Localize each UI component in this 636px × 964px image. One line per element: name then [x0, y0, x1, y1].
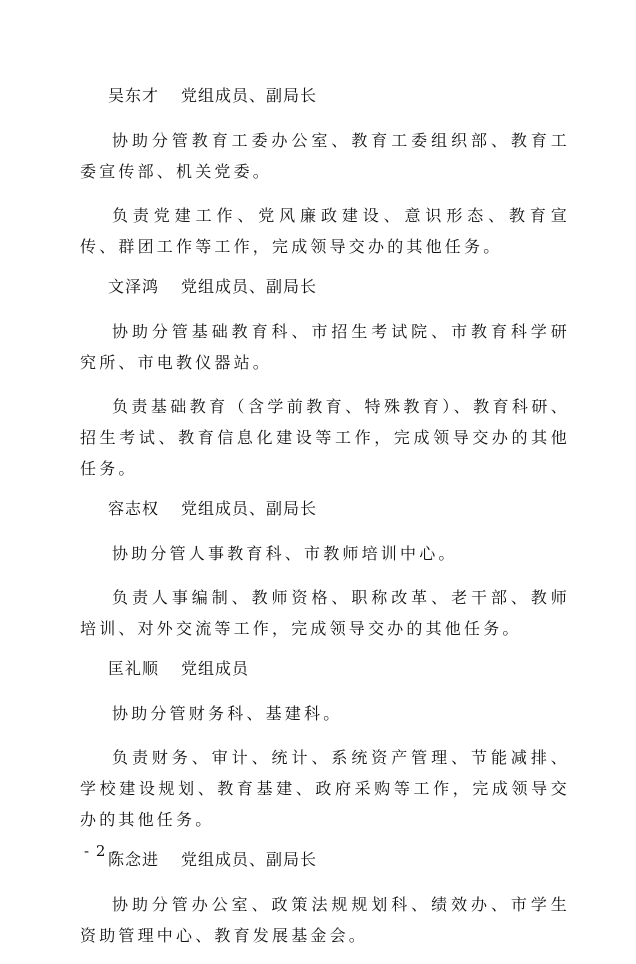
official-entry — [80, 657, 570, 835]
official-entry — [80, 497, 570, 644]
duty-paragraph: 负责人事编制、教师资格、职称改革、老干部、教师培训、对外交流等工作，完成领导交办的其他任务。 — [80, 588, 570, 638]
official-heading — [108, 84, 570, 108]
official-title: 党组成员、副局长 — [181, 850, 318, 869]
official-heading — [108, 497, 570, 521]
duty-paragraph: 负责财务、审计、统计、系统资产管理、节能减排、学校建设规划、教育基建、政府采购等工作，完成领导交办的其他任务。 — [80, 748, 570, 829]
duty-paragraph: 协助分管办公室、政策法规规划科、绩效办、市学生资助管理中心、教育发展基金会。 — [80, 895, 570, 945]
official-title: 党组成员、副局长 — [181, 277, 318, 296]
official-heading — [108, 657, 570, 681]
duty-paragraph: 协助分管人事教育科、市教师培训中心。 — [112, 544, 458, 563]
official-entry — [80, 275, 570, 484]
official-heading — [108, 848, 570, 872]
official-name: 容志权 — [108, 499, 160, 518]
official-name: 陈念进 — [108, 850, 160, 869]
page-number: - 2 - — [84, 842, 119, 860]
duty-paragraph: 负责党建工作、党风廉政建设、意识形态、教育宣传、群团工作等工作，完成领导交办的其他任务。 — [80, 206, 570, 256]
duty-paragraph: 协助分管基础教育科、市招生考试院、市教育科学研究所、市电教仪器站。 — [80, 322, 570, 372]
official-entry — [80, 84, 570, 262]
official-name: 吴东才 — [108, 86, 160, 105]
official-title: 党组成员 — [181, 659, 250, 678]
official-heading — [108, 275, 570, 299]
duty-paragraph: 负责基础教育（含学前教育、特殊教育）、教育科研、招生考试、教育信息化建设等工作，完成领导交办的其他任务。 — [80, 397, 570, 478]
official-name: 匡礼顺 — [108, 659, 160, 678]
official-title: 党组成员、副局长 — [181, 499, 318, 518]
duty-paragraph: 协助分管财务科、基建科。 — [112, 704, 343, 723]
document-body — [80, 84, 570, 964]
official-name: 文泽鸿 — [108, 277, 160, 296]
duty-paragraph: 协助分管教育工委办公室、教育工委组织部、教育工委宣传部、机关党委。 — [80, 131, 570, 181]
official-title: 党组成员、副局长 — [181, 86, 318, 105]
